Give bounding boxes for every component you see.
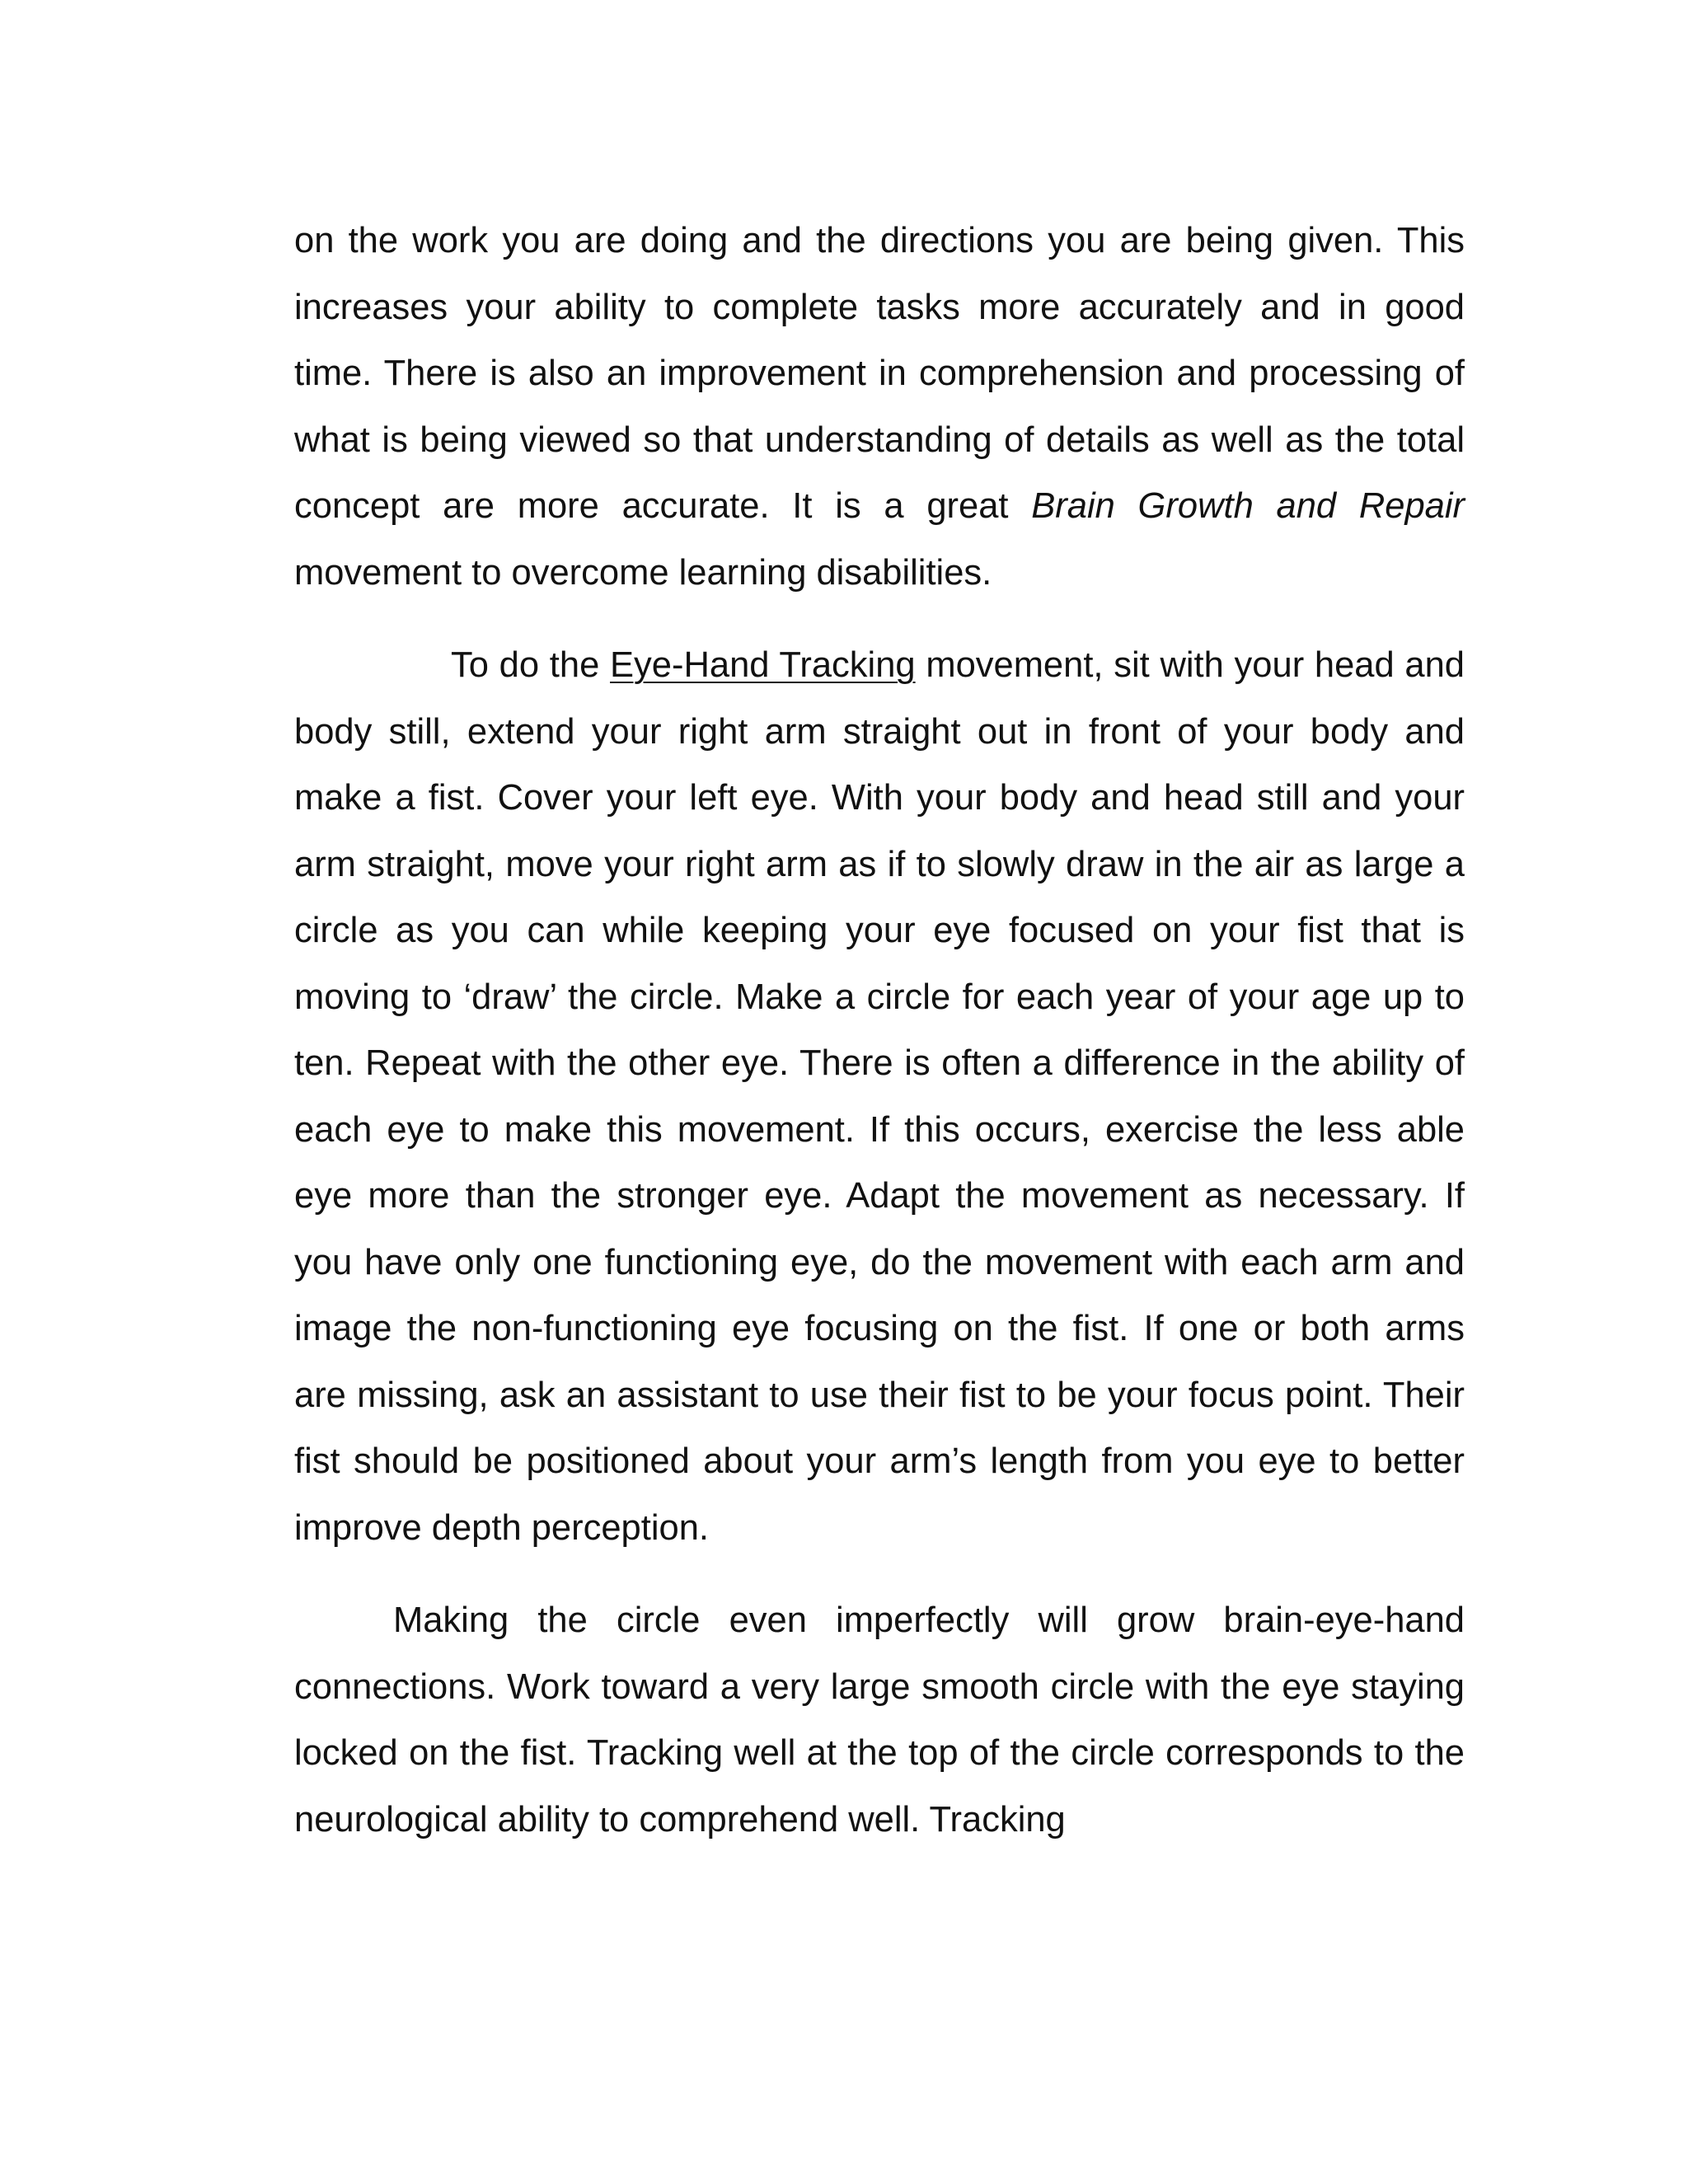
paragraph-2-text-b: movement, sit with your head and body still, extend your right arm straight out in front of your body and make a fist. Cover your left eye. With your body and head still and your arm straight, move your right arm as if to slowly draw in the air as large a circle as you can while keeping your eye focused on your fist that is moving to ‘draw’ the circle. Make a circle for each year of your age up to ten. Repeat with the other eye. There is often a difference in the ability of each eye to make this movement. If this occurs, exercise the less able eye more than the stronger eye. Adapt the movement as necessary. If you have only one functioning eye, do the movement with each arm and image the non-functioning eye focusing on the fist. If one or both arms are missing, ask an assistant to use their fist to be your focus point. Their fist should be positioned about your arm’s length from you eye to better improve depth perception. (294, 645, 1465, 1548)
paragraph-2 (294, 632, 1465, 1561)
paragraph-1-text-b: movement to overcome learning disabilities. (294, 552, 992, 593)
paragraph-1-text-a: on the work you are doing and the directions you are being given. This increases your ability to complete tasks more accurately and in good time. There is also an improvement in comprehension and processing of what is being viewed so that understanding of details as well as the total concept are more accurate. It is a great (294, 221, 1465, 526)
body-text (294, 208, 1465, 1853)
paragraph-1 (294, 208, 1465, 606)
paragraph-3-text: Making the circle even imperfectly will grow brain-eye-hand connections. Work toward a very large smooth circle with the eye staying locked on the fist. Tracking well at the top of the circle corresponds to the neurological ability to comprehend well. Tracking (294, 1601, 1465, 1840)
brain-growth-repair-italic: Brain Growth and Repair (1031, 486, 1465, 526)
eye-hand-tracking-underlined: Eye-Hand Tracking (610, 645, 916, 685)
paragraph-3 (294, 1587, 1465, 1853)
paragraph-2-text-a: To do the (451, 645, 611, 685)
